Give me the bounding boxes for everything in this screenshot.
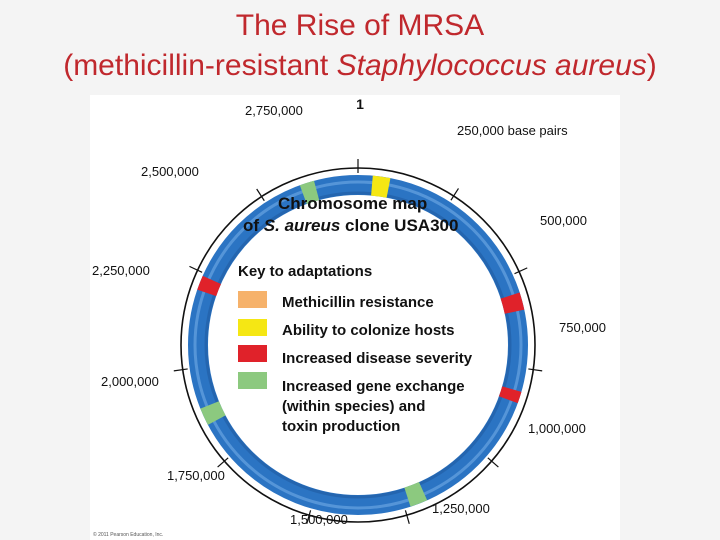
title-line-2 [0,46,720,86]
position-tick [515,268,528,274]
slide-title [0,6,720,86]
label-1000000: 1,000,000 [528,421,586,436]
title-line-1: The Rise of MRSA [235,9,485,42]
key-label-colonize: Ability to colonize hosts [282,322,455,339]
segment-colonize [372,186,389,188]
label-2500000: 2,500,000 [141,164,199,179]
position-tick [174,369,188,371]
title-line-2-suffix: ) [646,49,657,82]
label-2250000: 2,250,000 [92,263,150,278]
key-label-methicillin: Methicillin resistance [282,294,434,311]
title-line-2-prefix: (methicillin-resistant [63,49,337,82]
key-label-severity: Increased disease severity [282,350,473,367]
adaptation-key [238,263,473,435]
key-swatch-methicillin [238,291,267,308]
key-title: Key to adaptations [238,263,373,280]
key-label-exchange-3: toxin production [282,418,401,435]
heading-line-2-suffix: clone USA300 [340,216,459,235]
heading-line-2-prefix: of [243,216,264,235]
label-2000000: 2,000,000 [101,374,159,389]
segment-severity-1 [510,296,514,312]
position-ticks [174,159,542,524]
segment-exchange-1 [407,491,423,497]
segment-exchange-2 [210,405,217,420]
position-labels [92,96,606,527]
segment-severity-3 [207,280,212,293]
label-1500000: 1,500,000 [290,512,348,527]
label-1750000: 1,750,000 [167,468,225,483]
heading-line-2 [243,216,458,235]
label-750000: 750,000 [559,320,606,335]
copyright-note: © 2011 Pearson Education, Inc. [93,532,164,538]
key-swatch-colonize [238,319,267,336]
label-2750000: 2,750,000 [245,103,303,118]
key-label-exchange-1: Increased gene exchange [282,378,465,395]
key-swatch-severity [238,345,267,362]
chromosome-map [90,95,620,540]
label-500000: 500,000 [540,213,587,228]
key-swatch-exchange [238,372,267,389]
heading-species: S. aureus [263,216,341,235]
position-tick [189,266,202,272]
label-250000: 250,000 base pairs [457,123,568,138]
key-label-exchange-2: (within species) and [282,398,426,415]
heading-line-1: Chromosome map [278,194,428,213]
label-1: 1 [356,96,364,112]
position-tick [528,369,542,371]
chromosome-figure [90,95,620,540]
label-1250000: 1,250,000 [432,501,490,516]
segment-severity-2 [508,389,511,400]
title-line-2-species: Staphylococcus aureus [336,49,647,82]
position-tick [405,510,409,523]
